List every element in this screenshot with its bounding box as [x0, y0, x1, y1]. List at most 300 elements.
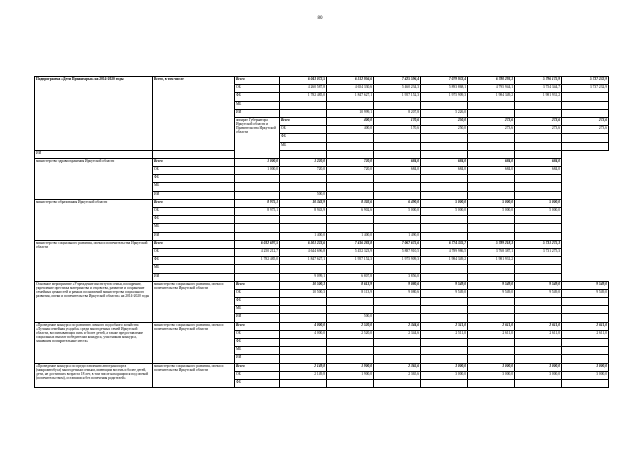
table-row	[35, 322, 609, 330]
amount-cell	[468, 273, 515, 281]
amount-cell: 8 975,1	[235, 208, 280, 216]
amount-cell	[374, 142, 421, 150]
amount-cell: 1 782 485,0	[235, 257, 280, 265]
amount-cell: 273,6	[515, 126, 562, 134]
amount-cell: 9 549,0	[515, 281, 562, 289]
amount-cell	[562, 298, 609, 306]
amount-cell: 9 549,0	[562, 281, 609, 289]
amount-cell	[280, 101, 327, 109]
amount-cell	[468, 298, 515, 306]
amount-cell	[235, 273, 280, 281]
amount-cell	[421, 232, 468, 240]
amount-cell	[515, 355, 562, 363]
amount-cell	[515, 265, 562, 273]
amount-cell	[374, 347, 421, 355]
amount-cell	[468, 216, 515, 224]
amount-cell: 9 549,0	[468, 289, 515, 297]
amount-cell	[374, 183, 421, 191]
funding-source-cell: Всего	[235, 363, 280, 371]
amount-cell	[421, 298, 468, 306]
amount-cell: 6 902,6	[327, 208, 374, 216]
amount-cell: 2 149,8	[280, 371, 327, 379]
amount-cell	[468, 101, 515, 109]
amount-cell	[421, 355, 468, 363]
funding-source-cell: МБ	[153, 265, 235, 273]
executor-cell: министерство социального развития, опеки и попечительства Иркутской области	[35, 240, 153, 281]
amount-cell: 1 981 931,2	[515, 93, 562, 101]
amount-cell: 5 893 868,1	[421, 85, 468, 93]
amount-cell: 8 613,9	[327, 281, 374, 289]
amount-cell	[327, 224, 374, 232]
amount-cell	[421, 273, 468, 281]
table-row	[35, 281, 609, 289]
program-name-cell: «Проведение конкурса по развитию личного подсобного хозяйства «Лучшая семейная усадьба» среди многодетных семей Иркутской области, воспитывающих пять и более детей, а также предоставление социальных выплат победителям конкурса, участникам конкурса, занявшим поощрительные места»	[35, 322, 153, 363]
amount-cell: 5 796 175,9	[515, 77, 562, 85]
amount-cell	[515, 150, 562, 158]
amount-cell: 2 611,0	[468, 322, 515, 330]
amount-cell: 250,0	[421, 126, 468, 134]
amount-cell: 3 000,0	[562, 371, 609, 379]
amount-cell	[421, 150, 468, 158]
amount-cell	[515, 142, 562, 150]
amount-cell: 7 416 283,8	[327, 240, 374, 248]
amount-cell: 4 000,0	[280, 322, 327, 330]
amount-cell	[280, 150, 327, 158]
amount-cell: 273,6	[468, 126, 515, 134]
amount-cell: 9 549,0	[468, 281, 515, 289]
funding-source-cell: ОБ	[235, 85, 280, 93]
amount-cell	[280, 379, 327, 387]
funding-table	[34, 76, 609, 388]
amount-cell: 720,0	[327, 158, 374, 166]
amount-cell	[374, 175, 421, 183]
amount-cell: 2 520,0	[327, 330, 374, 338]
amount-cell	[327, 355, 374, 363]
amount-cell: 6 501 223,6	[280, 240, 327, 248]
amount-cell	[327, 379, 374, 387]
amount-cell	[280, 347, 327, 355]
amount-cell	[515, 183, 562, 191]
amount-cell: 2 611,0	[515, 322, 562, 330]
amount-cell: 5 000,0	[515, 199, 562, 207]
amount-cell: 3 768 387,1	[468, 248, 515, 256]
amount-cell	[562, 347, 609, 355]
amount-cell	[468, 142, 515, 150]
amount-cell	[374, 150, 421, 158]
amount-cell	[374, 306, 421, 314]
amount-cell: 684,0	[515, 158, 562, 166]
funding-source-cell: ФБ	[153, 257, 235, 265]
funding-source-cell: МБ	[153, 224, 235, 232]
amount-cell: 6 780 293,3	[468, 77, 515, 85]
amount-cell	[280, 216, 327, 224]
amount-cell	[235, 232, 280, 240]
amount-cell: 9 549,0	[421, 289, 468, 297]
amount-cell: 684,0	[374, 167, 421, 175]
amount-cell	[374, 224, 421, 232]
funding-source-cell: ОБ	[153, 248, 235, 256]
funding-source-cell: Всего	[280, 117, 327, 125]
amount-cell	[235, 175, 280, 183]
amount-cell	[562, 379, 609, 387]
funding-source-cell: ОБ	[235, 371, 280, 379]
executor-cell: Всего, в том числе	[153, 77, 235, 151]
amount-cell: 1 400,0	[327, 232, 374, 240]
amount-cell	[374, 216, 421, 224]
funding-source-cell: МБ	[280, 142, 327, 150]
amount-cell	[468, 191, 515, 199]
amount-cell	[374, 191, 421, 199]
amount-cell: 5 731 275,3	[515, 240, 562, 248]
amount-cell: 8 207,8	[374, 109, 421, 117]
amount-cell	[468, 306, 515, 314]
amount-cell	[562, 93, 609, 101]
amount-cell: 170,6	[374, 117, 421, 125]
amount-cell: 2 520,0	[327, 322, 374, 330]
table-row	[35, 363, 609, 371]
table-row	[35, 158, 609, 166]
amount-cell: 8 943,9	[280, 208, 327, 216]
amount-cell	[421, 265, 468, 273]
amount-cell	[468, 232, 515, 240]
amount-cell	[468, 134, 515, 142]
amount-cell	[421, 183, 468, 191]
amount-cell	[235, 216, 280, 224]
table-row	[35, 150, 609, 158]
amount-cell	[515, 347, 562, 355]
amount-cell	[327, 347, 374, 355]
amount-cell	[421, 347, 468, 355]
amount-cell: 5 000,0	[421, 199, 468, 207]
amount-cell	[468, 224, 515, 232]
amount-cell: 5 000,0	[468, 199, 515, 207]
amount-cell: 4 789 986,5	[421, 248, 468, 256]
funding-source-cell: ИИ	[153, 232, 235, 240]
amount-cell	[374, 101, 421, 109]
amount-cell: 1 975 909,3	[374, 257, 421, 265]
amount-cell: 2 344,6	[374, 322, 421, 330]
amount-cell	[327, 101, 374, 109]
funding-source-cell: Всего	[235, 322, 280, 330]
funding-source-cell: Всего	[235, 281, 280, 289]
amount-cell	[327, 265, 374, 273]
amount-cell	[515, 314, 562, 322]
amount-cell: 3 737 232,9	[562, 85, 609, 93]
amount-cell: 400,0	[327, 126, 374, 134]
amount-cell	[235, 224, 280, 232]
amount-cell: 4 250 212,7	[235, 248, 280, 256]
funding-source-cell: ФБ	[235, 379, 280, 387]
amount-cell: 400,0	[327, 117, 374, 125]
amount-cell: 1 984 349,2	[468, 93, 515, 101]
amount-cell: 6 774 335,7	[421, 240, 468, 248]
amount-cell	[468, 183, 515, 191]
amount-cell: 684,0	[468, 158, 515, 166]
amount-cell: 5 000,0	[374, 208, 421, 216]
amount-cell	[374, 134, 421, 142]
amount-cell	[421, 339, 468, 347]
amount-cell: 5 737 232,9	[562, 77, 609, 85]
amount-cell	[562, 355, 609, 363]
amount-cell	[562, 314, 609, 322]
amount-cell: 2 611,0	[562, 330, 609, 338]
amount-cell	[468, 355, 515, 363]
amount-cell: 3 000,0	[468, 363, 515, 371]
amount-cell: 1 847 627,1	[280, 257, 327, 265]
amount-cell: 6 032 697,5	[235, 240, 280, 248]
amount-cell	[327, 339, 374, 347]
funding-source-cell: ФБ	[235, 298, 280, 306]
amount-cell: 2 344,6	[374, 330, 421, 338]
amount-cell: 9 080,6	[374, 281, 421, 289]
executor-cell: министерство образования Иркутской области	[35, 199, 153, 240]
amount-cell: 2 511,0	[421, 322, 468, 330]
amount-cell: 1 847 627,1	[327, 93, 374, 101]
amount-cell	[421, 306, 468, 314]
amount-cell	[515, 339, 562, 347]
amount-cell	[374, 265, 421, 273]
funding-source-cell: ФБ	[235, 339, 280, 347]
executor-cell: министерство здравоохранения Иркутской области	[35, 158, 153, 199]
amount-cell: 5 000,0	[468, 208, 515, 216]
amount-cell: 3 856,0	[374, 273, 421, 281]
amount-cell	[562, 109, 609, 117]
amount-cell	[327, 150, 374, 158]
amount-cell: 1 984 349,2	[421, 257, 468, 265]
amount-cell: 2 511,0	[421, 330, 468, 338]
table-row	[35, 240, 609, 248]
funding-source-cell: ОБ	[153, 208, 235, 216]
funding-source-cell: ОБ	[280, 126, 327, 134]
amount-cell: 3 000,0	[562, 363, 609, 371]
amount-cell: 3 000,0	[468, 371, 515, 379]
amount-cell	[374, 339, 421, 347]
amount-cell	[515, 175, 562, 183]
amount-cell: 5 226,0	[421, 109, 468, 117]
amount-cell: 7 079 933,4	[421, 77, 468, 85]
amount-cell: 273,6	[562, 126, 609, 134]
amount-cell	[327, 216, 374, 224]
amount-cell	[421, 379, 468, 387]
amount-cell: 1 900,0	[327, 363, 374, 371]
amount-cell: 3 000,0	[515, 371, 562, 379]
amount-cell	[421, 314, 468, 322]
amount-cell	[280, 298, 327, 306]
funding-source-cell: ИИ	[235, 355, 280, 363]
amount-cell: 10 500,3	[280, 289, 327, 297]
amount-cell: 8 113,9	[327, 289, 374, 297]
amount-cell	[421, 134, 468, 142]
amount-cell	[374, 379, 421, 387]
funding-source-cell: МБ	[235, 101, 280, 109]
amount-cell	[235, 191, 280, 199]
funding-source-cell: ФБ	[153, 216, 235, 224]
amount-cell	[468, 347, 515, 355]
amount-cell	[280, 224, 327, 232]
funding-source-cell: МБ	[235, 306, 280, 314]
amount-cell: 9 080,6	[374, 289, 421, 297]
amount-cell: 5 000,0	[515, 208, 562, 216]
amount-cell: 2 365,6	[374, 371, 421, 379]
amount-cell: 720,0	[280, 167, 327, 175]
amount-cell: 5 000,0	[421, 208, 468, 216]
amount-cell: 3 000,0	[421, 363, 468, 371]
amount-cell	[327, 306, 374, 314]
funding-source-cell: МБ	[235, 347, 280, 355]
amount-cell: 1 400,0	[280, 232, 327, 240]
executor-cell: аппарат Губернатора Иркутской области и Правительства Иркутской области	[235, 117, 280, 158]
amount-cell: 4 654 330,6	[327, 85, 374, 93]
amount-cell: 4 644 696,8	[280, 248, 327, 256]
amount-cell	[327, 142, 374, 150]
program-name-cell: «Проведение конкурса по предоставлению автотранспорта (микроавтобуса) многодетным семьям, имеющим восемь и более детей, дети, не достигших возраста 18 лет, в том числе находящихся под опекой (попечительством), оставшихся без попечения родителей»	[35, 363, 153, 388]
amount-cell	[374, 355, 421, 363]
amount-cell: 1 975 909,3	[421, 93, 468, 101]
amount-cell: 273,6	[562, 117, 609, 125]
amount-cell: 4 795 944,1	[468, 85, 515, 93]
amount-cell	[327, 183, 374, 191]
amount-cell	[515, 216, 562, 224]
funding-source-cell: ОБ	[235, 289, 280, 297]
amount-cell: 6 490,0	[374, 199, 421, 207]
amount-cell: 8 302,6	[327, 199, 374, 207]
amount-cell: 3 754 344,7	[515, 85, 562, 93]
amount-cell	[421, 101, 468, 109]
amount-cell: 8 975,1	[235, 199, 280, 207]
amount-cell: 684,0	[515, 167, 562, 175]
amount-cell	[468, 339, 515, 347]
amount-cell: 273,6	[515, 117, 562, 125]
amount-cell: 1 900,0	[327, 371, 374, 379]
amount-cell	[327, 298, 374, 306]
amount-cell: 9 549,0	[421, 281, 468, 289]
amount-cell	[515, 306, 562, 314]
funding-source-cell: Всего	[153, 240, 235, 248]
amount-cell: 500,0	[327, 314, 374, 322]
amount-cell	[515, 232, 562, 240]
amount-cell: 170,6	[374, 126, 421, 134]
funding-source-cell: Всего	[235, 77, 280, 85]
amount-cell: 684,0	[421, 158, 468, 166]
amount-cell	[515, 101, 562, 109]
executor-cell: министерство социального развития, опеки и попечительства Иркутской области	[153, 281, 235, 322]
amount-cell	[235, 265, 280, 273]
amount-cell: 1 957 152,3	[327, 257, 374, 265]
amount-cell	[515, 379, 562, 387]
amount-cell: 1 981 931,2	[468, 257, 515, 265]
amount-cell	[327, 191, 374, 199]
amount-cell: 500,0	[280, 191, 327, 199]
amount-cell	[515, 298, 562, 306]
amount-cell: 3 000,0	[515, 363, 562, 371]
amount-cell	[421, 224, 468, 232]
amount-cell: 684,0	[421, 167, 468, 175]
amount-cell: 2 611,0	[515, 330, 562, 338]
funding-source-cell: ИИ	[35, 150, 153, 158]
amount-cell: 720,0	[327, 167, 374, 175]
amount-cell	[280, 175, 327, 183]
amount-cell: 2 611,0	[468, 330, 515, 338]
amount-cell	[280, 355, 327, 363]
funding-source-cell: Всего	[153, 158, 235, 166]
amount-cell: 1 000,0	[235, 167, 280, 175]
amount-cell: 4 000,0	[280, 330, 327, 338]
amount-cell	[468, 109, 515, 117]
table-row	[35, 77, 609, 85]
amount-cell: 250,0	[421, 117, 468, 125]
amount-cell	[468, 150, 515, 158]
amount-cell: 1 000,0	[235, 158, 280, 166]
funding-source-cell: ФБ	[235, 93, 280, 101]
amount-cell: 4 260 587,8	[280, 85, 327, 93]
funding-source-cell: ИИ	[153, 191, 235, 199]
table-row	[35, 199, 609, 207]
amount-cell	[421, 142, 468, 150]
amount-cell: 2 149,8	[280, 363, 327, 371]
amount-cell	[562, 339, 609, 347]
program-name-cell: Основное мероприятие «Учреждение институтов семьи, поощрение, укрепление престижа материнства и отцовства, развитие и сохранение семейных ценностей и рамках полномочий министерства социального развития, опеки и попечительства Иркутской области» на 2014-2020 годы	[35, 281, 153, 322]
amount-cell	[562, 142, 609, 150]
amount-cell	[280, 339, 327, 347]
amount-cell: 273,6	[468, 117, 515, 125]
amount-cell	[327, 175, 374, 183]
amount-cell	[280, 306, 327, 314]
amount-cell	[468, 175, 515, 183]
funding-source-cell: ИИ	[153, 273, 235, 281]
amount-cell	[515, 109, 562, 117]
program-name-cell: Подпрограмма «Дети Приангарья» на 2014-2020 годы	[35, 77, 153, 151]
amount-cell	[562, 134, 609, 142]
amount-cell	[280, 109, 327, 117]
amount-cell: 6 807,8	[327, 273, 374, 281]
amount-cell	[468, 265, 515, 273]
amount-cell	[468, 379, 515, 387]
executor-cell: министерство социального развития, опеки и попечительства Иркутской области	[153, 363, 235, 388]
executor-cell: министерство социального развития, опеки и попечительства Иркутской области	[153, 322, 235, 363]
amount-cell: 1 782 485,0	[280, 93, 327, 101]
amount-cell: 9 549,0	[515, 289, 562, 297]
amount-cell: 6 512 956,6	[327, 77, 374, 85]
amount-cell: 684,0	[468, 167, 515, 175]
amount-cell: 9 549,0	[562, 289, 609, 297]
amount-cell: 10 343,9	[280, 199, 327, 207]
amount-cell	[421, 191, 468, 199]
amount-cell: 1 957 152,3	[374, 93, 421, 101]
amount-cell: 7 425 596,4	[374, 77, 421, 85]
amount-cell	[327, 134, 374, 142]
funding-source-cell: ИИ	[235, 314, 280, 322]
amount-cell: 9 099,1	[280, 273, 327, 281]
amount-cell: 10 500,3	[280, 281, 327, 289]
amount-cell: 2 611,0	[562, 322, 609, 330]
amount-cell: 684,0	[374, 158, 421, 166]
amount-cell: 10 999,1	[327, 109, 374, 117]
amount-cell	[280, 314, 327, 322]
amount-cell	[280, 183, 327, 191]
amount-cell: 1 490,0	[374, 232, 421, 240]
amount-cell: 5 887 910,5	[374, 248, 421, 256]
funding-source-cell: ФБ	[153, 175, 235, 183]
amount-cell	[421, 175, 468, 183]
page-number: 80	[317, 16, 323, 21]
amount-cell: 3 731 275,3	[515, 248, 562, 256]
funding-source-cell: Всего	[153, 199, 235, 207]
amount-cell	[374, 298, 421, 306]
amount-cell	[562, 306, 609, 314]
amount-cell	[562, 101, 609, 109]
amount-cell	[515, 257, 562, 265]
amount-cell: 6 043 072,5	[280, 77, 327, 85]
